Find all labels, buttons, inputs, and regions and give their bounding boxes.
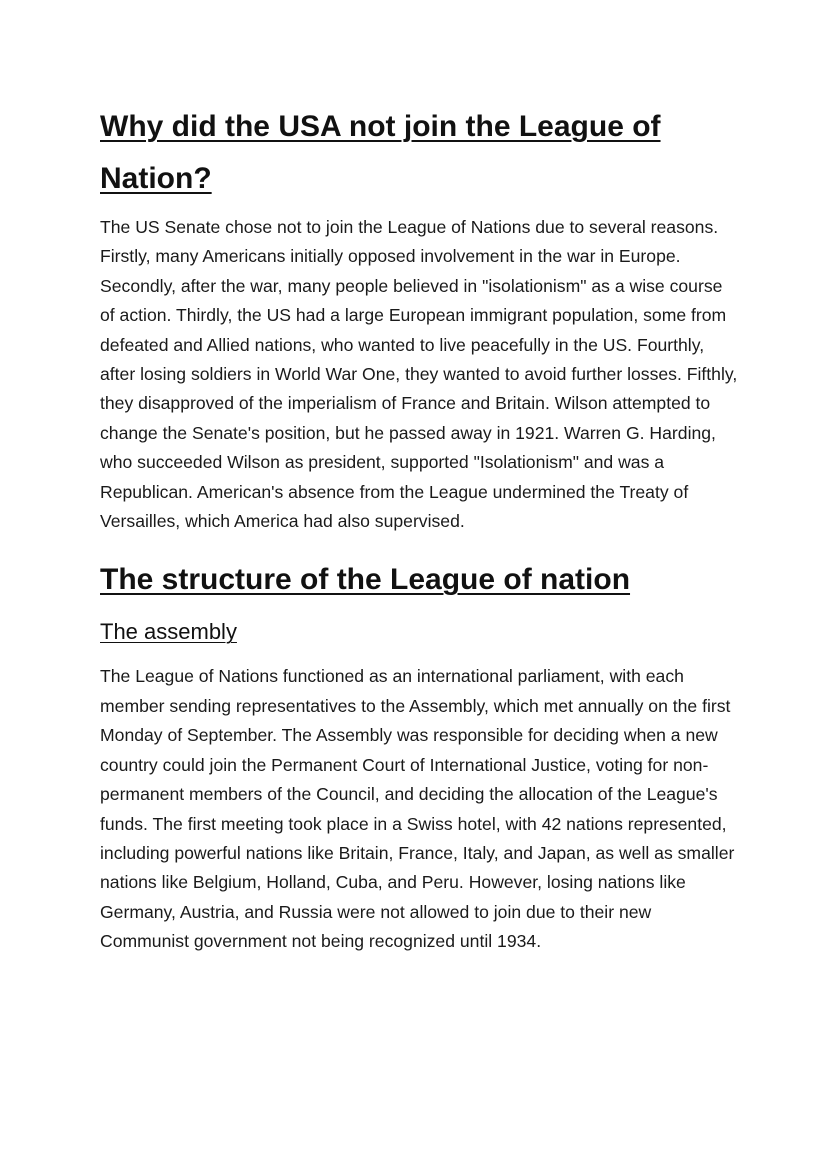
heading-usa-not-join: Why did the USA not join the League of Nation? <box>100 110 661 195</box>
heading-league-structure: The structure of the League of nation <box>100 563 631 597</box>
paragraph-usa-reasons: The US Senate chose not to join the League of Nations due to several reasons. Firstly, many Americans initially opposed involvement in the war in Europe. Secondly, after the war, many people believed in "isolationism" as a wise course of action. Thirdly, the US had a large European immigrant population, some from defeated and Allied nations, who wanted to live peacefully in the US. Fourthly, after losing soldiers in World War One, they wanted to avoid further losses. Fifthly, they disapproved of the imperialism of France and Britain. Wilson attempted to change the Senate's position, but he passed away in 1921. Warren G. Harding, who succeeded Wilson as president, supported "Isolationism" and was a Republican. American's absence from the League undermined the Treaty of Versailles, which America had also supervised. <box>100 217 738 532</box>
paragraph-assembly: The League of Nations functioned as an international parliament, with each member sending representatives to the Assembly, which met annually on the first Monday of September. The Assembly was responsible for deciding when a new country could join the Permanent Court of International Justice, voting for non-permanent members of the Council, and deciding the allocation of the League's funds. The first meeting took place in a Swiss hotel, with 42 nations represented, including powerful nations like Britain, France, Italy, and Japan, as well as smaller nations like Belgium, Holland, Cuba, and Peru. However, losing nations like Germany, Austria, and Russia were not allowed to join due to their new Communist government not being recognized until 1934. <box>100 666 735 952</box>
document-page <box>100 101 740 957</box>
subheading-assembly: The assembly <box>100 619 237 645</box>
